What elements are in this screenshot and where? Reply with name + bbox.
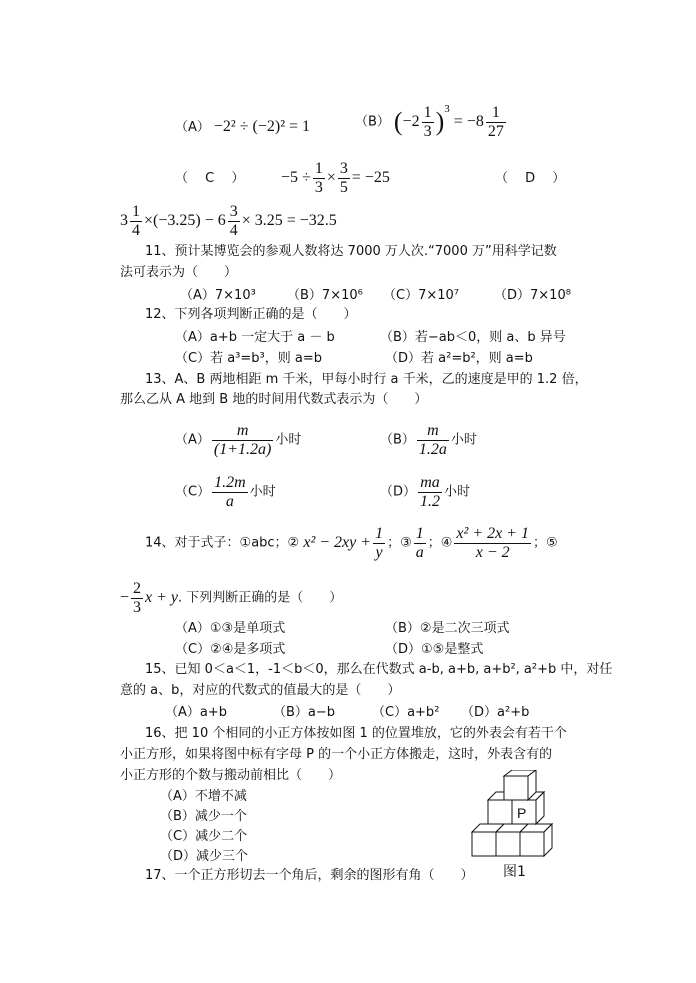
q12-option-b: （B）若−ab＜0，则 a、b 异号 <box>380 330 566 345</box>
q10-b-rhs-int: = −8 <box>453 113 484 131</box>
q10-b-fraction <box>422 104 434 140</box>
figure-caption: 图1 <box>503 864 526 880</box>
expr-2: x² − 2xy + <box>303 534 372 552</box>
numerator: 1 <box>423 104 432 121</box>
q17-stem: 17、一个正方形切去一个角后，剩余的图形有角（ ） <box>145 868 474 883</box>
fraction <box>212 474 248 510</box>
numerator: 1.2m <box>214 474 246 491</box>
fraction <box>418 474 442 510</box>
q10-option-c-label: （ C ） <box>175 171 245 186</box>
q14-tail: . 下列判断正确的是（ ） <box>178 590 343 606</box>
denominator: 3 <box>133 598 142 616</box>
q10-option-d-label: （ D ） <box>495 171 566 186</box>
q14-option-d: （D）①⑤是整式 <box>385 642 484 657</box>
numerator: x² + 2x + 1 <box>456 525 529 542</box>
q16-option-a: （A）不增不减 <box>160 789 247 804</box>
numerator: m <box>212 422 273 441</box>
fraction <box>373 525 385 561</box>
exponent: 3 <box>444 103 450 115</box>
expr-part: × 3.25 = −32.5 <box>241 212 337 230</box>
unit: 小时 <box>444 484 471 500</box>
denominator: 4 <box>229 221 238 239</box>
numerator: 2 <box>133 580 142 597</box>
q10-option-b <box>355 104 508 140</box>
denominator: 4 <box>132 221 140 239</box>
numerator: 1 <box>375 525 384 542</box>
q14-stem-line-1 <box>145 525 558 561</box>
q12-option-a: （A）a+b 一定大于 a － b <box>175 330 335 345</box>
expr-part: ×(−3.25) − 6 <box>144 212 226 230</box>
q15-line-1: 15、已知 0＜a＜1，-1＜b＜0，那么在代数式 a-b, a+b, a+b², a²+b 中，对任 <box>145 662 613 677</box>
q14-prefix: 14、对于式子：①abc；② <box>145 535 300 551</box>
q13-option-d <box>380 474 470 510</box>
fraction <box>338 160 350 196</box>
numerator: ma <box>418 474 442 493</box>
mixed-int: 3 <box>120 212 128 230</box>
q11-option-b: （B）7×10⁶ <box>287 288 363 303</box>
q13-option-c <box>175 474 276 510</box>
denominator: 1.2 <box>420 492 441 510</box>
denominator: y <box>375 543 383 561</box>
fraction <box>313 160 325 196</box>
q11-line-2: 法可表示为（ ） <box>120 265 238 280</box>
q13-line-2: 那么乙从 A 地到 B 地的时间用代数式表示为（ ） <box>120 392 428 407</box>
option-label: （C） <box>175 484 211 500</box>
q16-line-2: 小正方形，如果将图中标有字母 P 的一个小正方体搬走，这时，外表含有的 <box>120 747 553 762</box>
fraction <box>212 422 273 458</box>
cube-face <box>496 832 520 856</box>
minus-sign: − <box>120 589 130 607</box>
q11-option-d: （D）7×10⁸ <box>494 288 571 303</box>
numerator: 1 <box>132 203 140 220</box>
q10-b-rhs-fraction <box>486 104 506 140</box>
q15-option-a: （A）a+b <box>165 705 228 720</box>
fraction <box>454 525 531 561</box>
unit: 小时 <box>275 432 302 448</box>
q16-option-c: （C）减少二个 <box>160 829 248 844</box>
denominator: 3 <box>423 122 432 140</box>
q12-option-c: （C）若 a³=b³，则 a=b <box>175 351 322 366</box>
numerator: 1 <box>486 104 506 123</box>
denominator: 3 <box>314 178 323 196</box>
q10-option-d-expr <box>120 203 337 239</box>
q14-option-a: （A）①③是单项式 <box>175 621 286 636</box>
cube-stack-figure <box>468 770 568 860</box>
q15-option-b: （B）a−b <box>273 705 336 720</box>
cube-face <box>488 800 512 824</box>
cube-face <box>472 832 496 856</box>
denominator: 27 <box>487 122 504 140</box>
fraction <box>414 525 426 561</box>
fraction <box>228 203 240 239</box>
q15-option-d: （D）a²+b <box>461 705 530 720</box>
q15-option-c: （C）a+b² <box>372 705 440 720</box>
denominator: (1+1.2a) <box>213 440 272 458</box>
q13-option-b <box>380 422 477 458</box>
expr-tail: x + y <box>145 589 179 607</box>
option-label: （D） <box>380 484 417 500</box>
fraction <box>130 203 142 239</box>
cube-face <box>520 832 544 856</box>
q10-option-b-label: （B） <box>355 114 390 130</box>
q10-option-a-label: （A） <box>175 120 210 135</box>
q11-option-a: （A）7×10³ <box>180 288 256 303</box>
denominator: 1.2a <box>418 440 447 458</box>
denominator: a <box>415 543 424 561</box>
unit: 小时 <box>249 484 276 500</box>
denominator: 5 <box>339 178 348 196</box>
right-paren: ) <box>435 107 445 137</box>
fraction <box>131 580 143 616</box>
numerator: 3 <box>229 203 238 220</box>
q16-line-3: 小正方形的个数与搬动前相比（ ） <box>120 768 342 783</box>
q13-line-1: 13、A、B 两地相距 m 千米，甲每小时行 a 千米，乙的速度是甲的 1.2 倍， <box>145 372 588 387</box>
denominator: a <box>225 492 234 510</box>
expr-part: −5 ÷ <box>281 169 311 187</box>
separator: ；③ <box>387 535 412 551</box>
cube-letter: P <box>517 805 527 821</box>
unit: 小时 <box>450 432 477 448</box>
denominator: x − 2 <box>475 543 510 561</box>
q10-option-a-expr: −2² ÷ (−2)² = 1 <box>213 118 311 135</box>
numerator: 1 <box>415 525 424 542</box>
left-paren: ( <box>393 107 403 137</box>
q14-option-c: （C）②④是多项式 <box>175 642 286 657</box>
q10-option-c-expr <box>281 160 390 196</box>
q11-line-1: 11、预计某博览会的参观人数将达 7000 万人次.“7000 万”用科学记数 <box>145 244 557 259</box>
q10-option-a <box>175 119 310 135</box>
q15-line-2: 意的 a、b，对应的代数式的值最大的是（ ） <box>120 683 401 698</box>
q13-option-a <box>175 422 301 458</box>
q16-option-b: （B）减少一个 <box>160 809 247 824</box>
fraction <box>417 422 449 458</box>
option-label: （B） <box>380 432 415 448</box>
option-label: （A） <box>175 432 210 448</box>
q12-option-d: （D）若 a²=b²，则 a=b <box>385 351 533 366</box>
q14-stem-line-2 <box>120 580 342 616</box>
q16-line-1: 16、把 10 个相同的小正方体按如图 1 的位置堆放，它的外表会有若干个 <box>145 726 567 741</box>
times-sign: × <box>326 169 336 187</box>
expr-part: = −25 <box>351 169 390 187</box>
q16-option-d: （D）减少三个 <box>160 849 249 864</box>
q11-option-c: （C）7×10⁷ <box>383 288 459 303</box>
separator: ；④ <box>427 535 453 551</box>
q14-option-b: （B）②是二次三项式 <box>385 621 510 636</box>
q10-b-int: −2 <box>402 113 420 131</box>
numerator: 1 <box>314 160 323 177</box>
cube-face <box>504 776 528 800</box>
q12-stem: 12、下列各项判断正确的是（ ） <box>145 307 357 322</box>
numerator: m <box>417 422 449 441</box>
separator: ；⑤ <box>532 535 558 551</box>
numerator: 3 <box>339 160 348 177</box>
